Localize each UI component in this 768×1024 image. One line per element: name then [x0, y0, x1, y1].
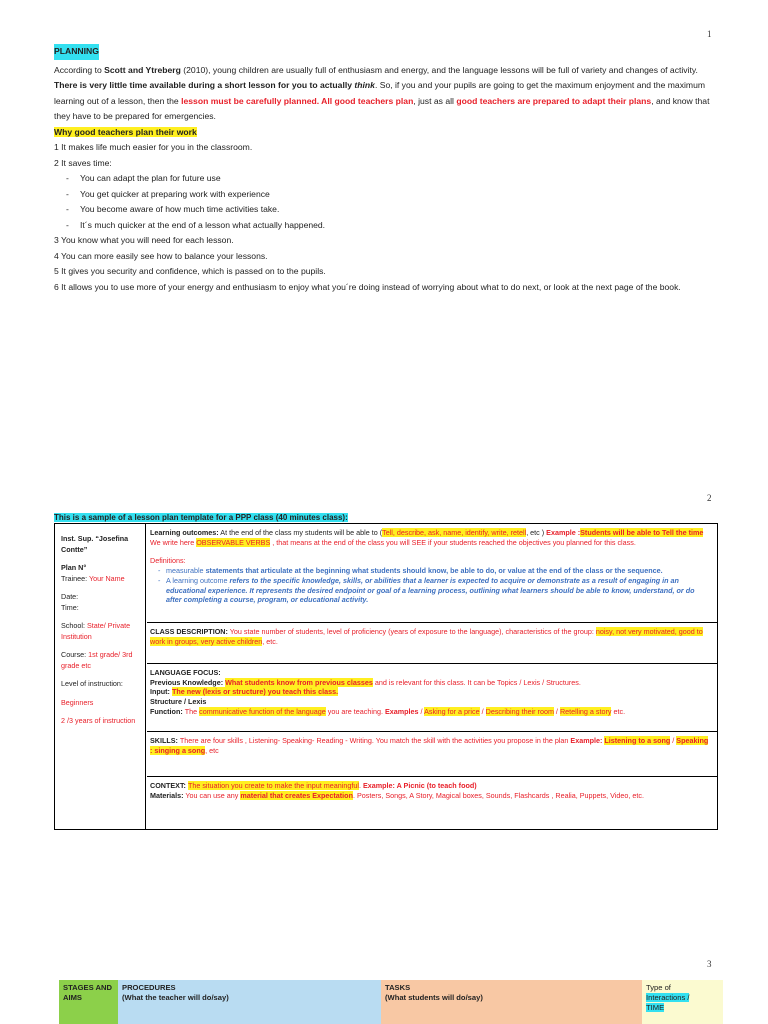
date-label: Date: [61, 592, 79, 601]
definition-item: - measurable statements that articulate at the beginning what students should know, be able to do, or value at the end of the class or the sequence. [150, 566, 712, 576]
bullet-item: - It´s much quicker at the end of a lesson what actually happened. [54, 218, 716, 234]
bullet-item: - You can adapt the plan for future use [54, 171, 716, 187]
interactions-header: Type of Interactions / TIME [642, 980, 723, 1024]
level-value: Beginners [61, 697, 94, 707]
bullet-item: - You become aware of how much time activities take. [54, 202, 716, 218]
reason-item: 6 It allows you to use more of your energy and enthusiasm to enjoy what you´re doing instead of worrying about what to do next, or look at the next page of the book. [54, 281, 681, 292]
level-label: Level of instruction: [61, 679, 123, 688]
plan-info-column [55, 524, 146, 829]
years-of-instruction: 2 /3 years of instruction [61, 716, 136, 725]
planning-title: PLANNING [54, 44, 99, 60]
lesson-plan-table [54, 523, 718, 830]
page-number-1: 1 [707, 29, 712, 39]
page-number-3: 3 [707, 959, 712, 969]
reason-item: 4 You can more easily see how to balance your lessons. [54, 250, 268, 261]
class-description-cell: CLASS DESCRIPTION: You state number of students, level of proficiency (years of exposure to the language), characteristics of the group: noisy, not very motivated, good to work in groups, very active children, etc. [147, 623, 717, 664]
trainee: Trainee: Your Name [61, 573, 125, 583]
context-cell: CONTEXT: The situation you create to make the input meaningful. Example: A Picnic (to teach food) Materials: You can use any material that creates Expectation. Posters, Songs, A Story, Magical boxes, Sounds, Flashcards , Realia, Puppets, Video, etc. [150, 781, 644, 800]
tasks-header: TASKS (What students will do/say) [381, 980, 642, 1024]
reason-item: 3 You know what you will need for each lesson. [54, 235, 234, 245]
template-caption: This is a sample of a lesson plan template for a PPP class (40 minutes class): [54, 513, 348, 522]
definition-item: - A learning outcome refers to the specific knowledge, skills, or abilities that a learner is expected to acquire or demonstrate as a result of engaging in an educational experience. It represents the desired endpoint or goal of a learning process, outlining what learners should be able to know, understand, or do after completing a course, program, or educational activity. [150, 576, 712, 605]
time-label: Time: [61, 602, 79, 612]
institution: Inst. Sup. “Josefina Contte” [61, 534, 129, 554]
reason-item: 5 It gives you security and confidence, which is passed on to the pupils. [54, 266, 326, 276]
skills-cell: SKILLS: There are four skills , Listening- Speaking- Reading - Writing. You match the skill with the activities you propose in the plan Example: Listening to a song / Speaking : singing a song, etc [147, 732, 717, 777]
language-focus-cell: LANGUAGE FOCUS: Previous Knowledge: What students know from previous classes and is relevant for this class. It can be Topics / Lexis / Structures. Input: The new (lexis or structure) you teach this class. Structure / Lexis Function: The communicative function of the language you are teaching. Examples / Asking for a price / Describing their room / Retelling a story etc. [147, 664, 717, 732]
school: School: State/ Private Institution [61, 621, 131, 641]
planning-intro: According to Scott and Ytreberg (2010), young children are usually full of enthusiasm and energy, and the language lessons will be full of variety and changes of activity. There is very little time available during a short lesson for you to actually think. So, if you and your pupils are going to get the maximum enjoyment and the maximum learning out of a lesson, then the lesson must be carefully planned. All good teachers plan, just as all good teachers are prepared to adapt their plans, and know that they have to be prepared for emergencies. [54, 64, 710, 121]
course: Course: 1st grade/ 3rd grade etc [61, 650, 133, 670]
reason-item: 2 It saves time: [54, 157, 112, 168]
learning-outcomes-cell: Learning outcomes: At the end of the class my students will be able to (Tell, describe, ask, name, identify, write, retell, etc ) Example :Students will be able to Tell the time We write here OBSERVABLE VERBS , that means at the end of the class you will SEE if your students reached the objectives you planned for this class. Definitions: - measurable statements that articulate at the beginning what students should know, be able to do, or value at the end of the class or the sequence. - A learning outcome refers to the specific knowledge, skills, or abilities that a learner is expected to acquire or demonstrate as a result of engaging in an educational experience. It represents the desired endpoint or goal of a learning process, outlining what learners should be able to know, understand, or do after completing a course, program, or educational activity. [147, 524, 717, 623]
page-number-2: 2 [707, 493, 712, 503]
why-plan-heading: Why good teachers plan their work [54, 126, 197, 137]
stages-table-header [59, 980, 723, 1024]
plan-number: Plan N° [61, 563, 87, 572]
stages-header: STAGES AND AIMS [59, 980, 118, 1024]
definitions-label: Definitions: [150, 556, 186, 566]
bullet-item: - You get quicker at preparing work with experience [54, 187, 716, 203]
procedures-header: PROCEDURES (What the teacher will do/say) [118, 980, 381, 1024]
reason-item: 1 It makes life much easier for you in the classroom. [54, 142, 253, 152]
planning-section [54, 44, 716, 295]
